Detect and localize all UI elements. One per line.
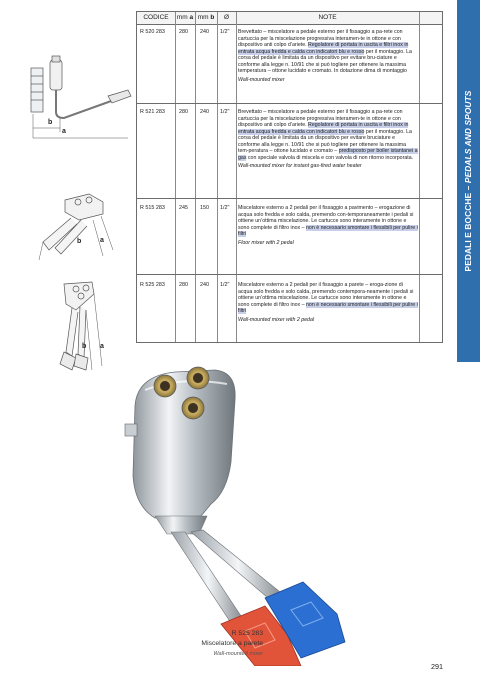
row-separator [137, 274, 442, 275]
header-diameter: Ø [223, 14, 230, 21]
section-side-title [463, 91, 473, 272]
table-header [137, 12, 442, 25]
row-separator [137, 103, 442, 104]
photo-caption-english: Wall-mounted mixer [213, 651, 263, 657]
header-mm-a-unit: mm [176, 14, 190, 21]
header-note: NOTE [318, 14, 337, 21]
header-mm-b-letter: b [210, 14, 215, 21]
note-highlight: Regolatore di portata in uscita e filtri inox in entrata acqua fredda e calda con indicatori blu e rosso [238, 122, 409, 135]
product-photo-pedal-mixer [115, 366, 365, 666]
note-text: Miscelatore esterno a 2 pedali per il fissaggio a pavimento – erogazione di acqua solo fredda e solo calda, premendo con-temporaneamente i pedali si ottiene un’ottima miscelazione. Le cartucce sono interamente in ottone e sono complete di filtro inox – [238, 205, 414, 231]
page-number: 291 [431, 662, 443, 671]
dimension-label-b: b [77, 238, 82, 245]
dimension-label-b: b [82, 343, 87, 350]
row-code: R 515 283 [140, 205, 165, 211]
column-divider [419, 12, 420, 342]
header-mm-b-unit: mm [197, 14, 211, 21]
dimension-label-a: a [62, 128, 66, 135]
row-dim-b: 150 [200, 205, 209, 211]
column-divider [195, 12, 196, 342]
row-diameter: 1/2" [220, 29, 230, 35]
side-title-en: PEDALS AND SPOUTS [463, 90, 473, 184]
note-highlight: non è necessario smontare i flessibili per pulire i filtri [238, 301, 418, 315]
note-english: Wall-mounted mixer for instant gas-fired water heater [238, 163, 362, 170]
note-english: Wall-mounted mixer [238, 76, 285, 83]
note-text: Brevettato – miscelatore a pedale esterno per il fissaggio a pa-rete con cartuccia per la miscelazione progressiva interamen-te in ottone e con dispositivo anti colpo d’ariete. [238, 109, 403, 129]
drawing-wall-mixer-two-pedals [36, 280, 126, 374]
row-note [238, 29, 418, 83]
note-highlight: non è necessario smontare i flessibili per pulire i filtri [238, 224, 418, 238]
note-text: con speciale valvola di miscela e con valvola di non ritorno incorporata. [246, 154, 414, 161]
row-separator [137, 198, 442, 199]
row-code: R 520 283 [140, 29, 165, 35]
row-dim-a: 245 [179, 205, 188, 211]
row-diameter: 1/2" [220, 109, 230, 115]
side-title-separator: – [463, 183, 473, 193]
row-dim-b: 240 [200, 29, 209, 35]
column-divider [236, 12, 237, 342]
dimension-label-b: b [48, 119, 53, 126]
photo-caption-italian: Miscelatore a parete [201, 640, 263, 647]
photo-caption-code: R 525 283 [231, 630, 263, 637]
column-divider [175, 12, 176, 342]
dimension-label-a: a [100, 343, 104, 350]
row-note [238, 205, 418, 246]
product-table [136, 11, 443, 343]
note-highlight: Regolatore di portata in uscita e filtri inox in entrata acqua fredda e calda con indicatori blu e rosso [238, 42, 409, 55]
row-diameter: 1/2" [220, 205, 230, 211]
note-text: per il montaggio. La corsa del pedale è limitata da un dispositivo per evitare bru-ciature e conforme alla legge n. 10/91 che si può togliere per ottenere la massima temperatura – ottone lucidato e cromato. In dotazione dima di montaggio [238, 48, 412, 75]
header-mm-b [195, 12, 217, 24]
note-text: Brevettato – miscelatore a pedale esterno per il fissaggio a pa-rete con cartuccia per la miscelazione progressiva interamen-te in ottone e con dispositivo anti colpo d’ariete. [238, 29, 403, 49]
header-code: CODICE [143, 14, 169, 21]
dimension-label-a: a [100, 237, 104, 244]
row-diameter: 1/2" [220, 282, 230, 288]
row-dim-b: 240 [200, 282, 209, 288]
header-mm-a-letter: a [189, 14, 194, 21]
row-dim-a: 280 [179, 29, 188, 35]
row-code: R 525 283 [140, 282, 165, 288]
note-text: per il montaggio. La corsa del pedale è limitata da un dispositivo per evitare bruciature e conforme alla legge n. 10/91 che si può togliere per ottenere la massima tem-peratura – ottone lucidato e cromato – [238, 128, 412, 155]
row-dim-a: 280 [179, 109, 188, 115]
row-code: R 521 283 [140, 109, 165, 115]
row-note [238, 282, 418, 323]
header-mm-a [175, 12, 195, 24]
drawing-floor-mixer-two-pedals [33, 190, 123, 266]
row-dim-b: 240 [200, 109, 209, 115]
row-dim-a: 280 [179, 282, 188, 288]
row-note [238, 109, 418, 170]
note-text: Miscelatore esterno a 2 pedali per il fissaggio a parete – eroga-zione di acqua solo fredda e solo calda, premendo contempora-neamente i pedali si ottiene un’ottima miscelazione. Le cartucce sono interamente in ottone e sono complete di filtro inox – [238, 282, 414, 308]
drawing-wall-mixer-single-pedal [28, 52, 136, 144]
note-highlight: predisposto per boiler istantanei a gas [238, 148, 418, 161]
note-english: Wall-mounted mixer with 2 pedal [238, 316, 315, 323]
side-title-it: PEDALI E BOCCHE [463, 192, 473, 272]
note-english: Floor mixer with 2 pedal [238, 239, 294, 246]
column-divider [217, 12, 218, 342]
